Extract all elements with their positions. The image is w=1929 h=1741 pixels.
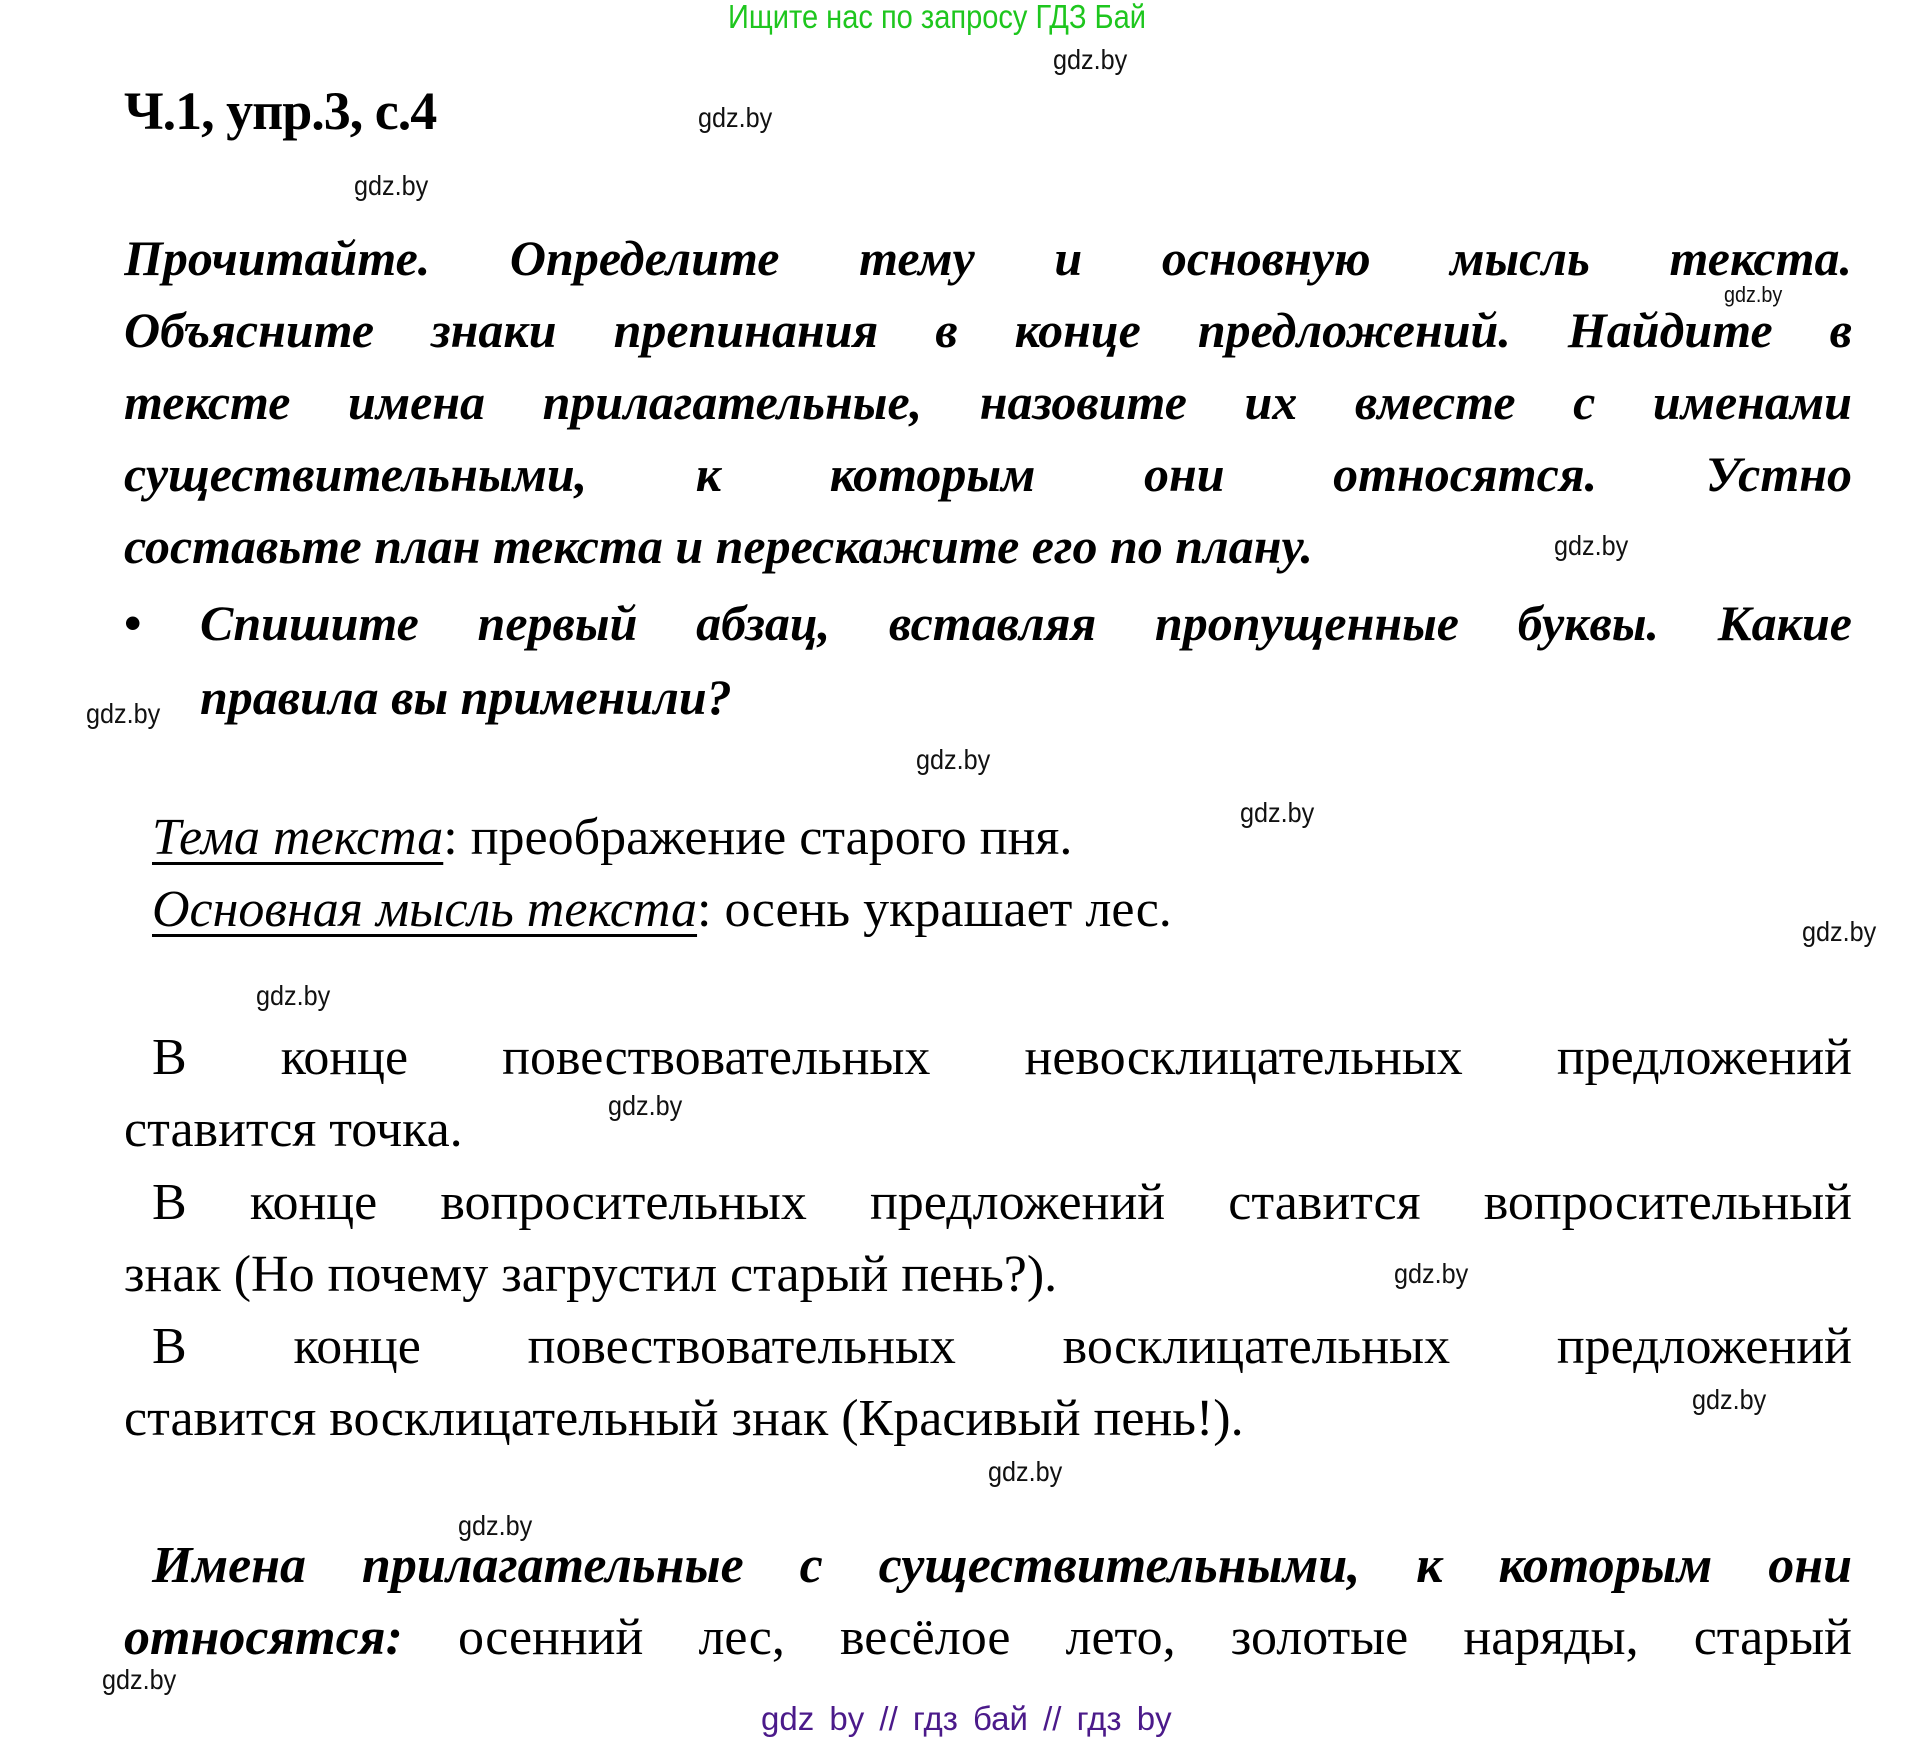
task-line: существительными, к которым они относятся. Устно	[124, 446, 1852, 502]
watermark: gdz.by	[256, 980, 331, 1011]
watermark: gdz.by	[1802, 916, 1877, 947]
theme-line	[152, 808, 1072, 867]
bullet-task	[124, 586, 1852, 734]
adjectives-heading-end: относятся:	[124, 1609, 403, 1666]
paragraph-line: ставится восклицательный знак (Красивый пень!).	[124, 1390, 1244, 1447]
paragraph-line: В конце повествовательных восклицательных предложений	[152, 1318, 1852, 1375]
watermark: gdz.by	[698, 102, 773, 133]
paragraph-line: В конце повествовательных невосклицательных предложений	[152, 1029, 1852, 1086]
search-promo-banner: Ищите нас по запросу ГДЗ Бай	[728, 0, 1146, 35]
task-line: Прочитайте. Определите тему и основную мысль текста.	[124, 230, 1852, 286]
main-idea-value: : осень украшает лес.	[697, 881, 1172, 938]
watermark: gdz.by	[1724, 282, 1783, 307]
punctuation-paragraph	[124, 1311, 1852, 1455]
task-instructions	[124, 222, 1852, 582]
watermark: gdz.by	[988, 1456, 1063, 1487]
bullet-task-line: правила вы применили?	[200, 669, 732, 725]
watermark: gdz.by	[354, 170, 429, 201]
task-line: Объясните знаки препинания в конце предложений. Найдите в	[124, 302, 1852, 358]
paragraph-line: знак (Но почему загрустил старый пень?).	[124, 1246, 1058, 1303]
watermark: gdz.by	[608, 1090, 683, 1121]
task-line: составьте план текста и перескажите его по плану.	[124, 518, 1314, 574]
watermark: gdz.by	[458, 1510, 533, 1541]
task-line: тексте имена прилагательные, назовите их вместе с именами	[124, 374, 1852, 430]
watermark: gdz.by	[1692, 1384, 1767, 1415]
adjectives-line	[124, 1602, 1852, 1674]
bullet-icon: •	[124, 595, 142, 651]
main-idea-line	[124, 880, 1172, 939]
exercise-title: Ч.1, упр.3, с.4	[124, 81, 437, 141]
watermark: gdz.by	[916, 744, 991, 775]
theme-label: Тема текста	[152, 809, 444, 866]
punctuation-paragraph	[124, 1022, 1852, 1166]
paragraph-line: ставится точка.	[124, 1101, 463, 1158]
adjectives-list: осенний лес, весёлое лето, золотые наряды, старый	[402, 1609, 1852, 1666]
bullet-task-line: Спишите первый абзац, вставляя пропущенные буквы. Какие	[200, 595, 1852, 651]
paragraph-line: В конце вопросительных предложений ставится вопросительный	[152, 1174, 1852, 1231]
watermark: gdz.by	[1053, 44, 1128, 75]
watermark: gdz.by	[1394, 1258, 1469, 1289]
punctuation-paragraph	[124, 1167, 1852, 1311]
adjectives-heading: Имена прилагательные с существительными, к которым они	[152, 1537, 1852, 1594]
watermark: gdz.by	[86, 698, 161, 729]
theme-value: : преображение старого пня.	[443, 809, 1073, 866]
main-idea-label: Основная мысль текста	[152, 881, 698, 938]
watermark: gdz.by	[1240, 797, 1315, 828]
watermark: gdz.by	[102, 1664, 177, 1695]
watermark: gdz.by	[1554, 530, 1629, 561]
adjectives-section	[124, 1530, 1852, 1674]
footer-links: gdz by // гдз бай // гдз by	[761, 1700, 1172, 1737]
